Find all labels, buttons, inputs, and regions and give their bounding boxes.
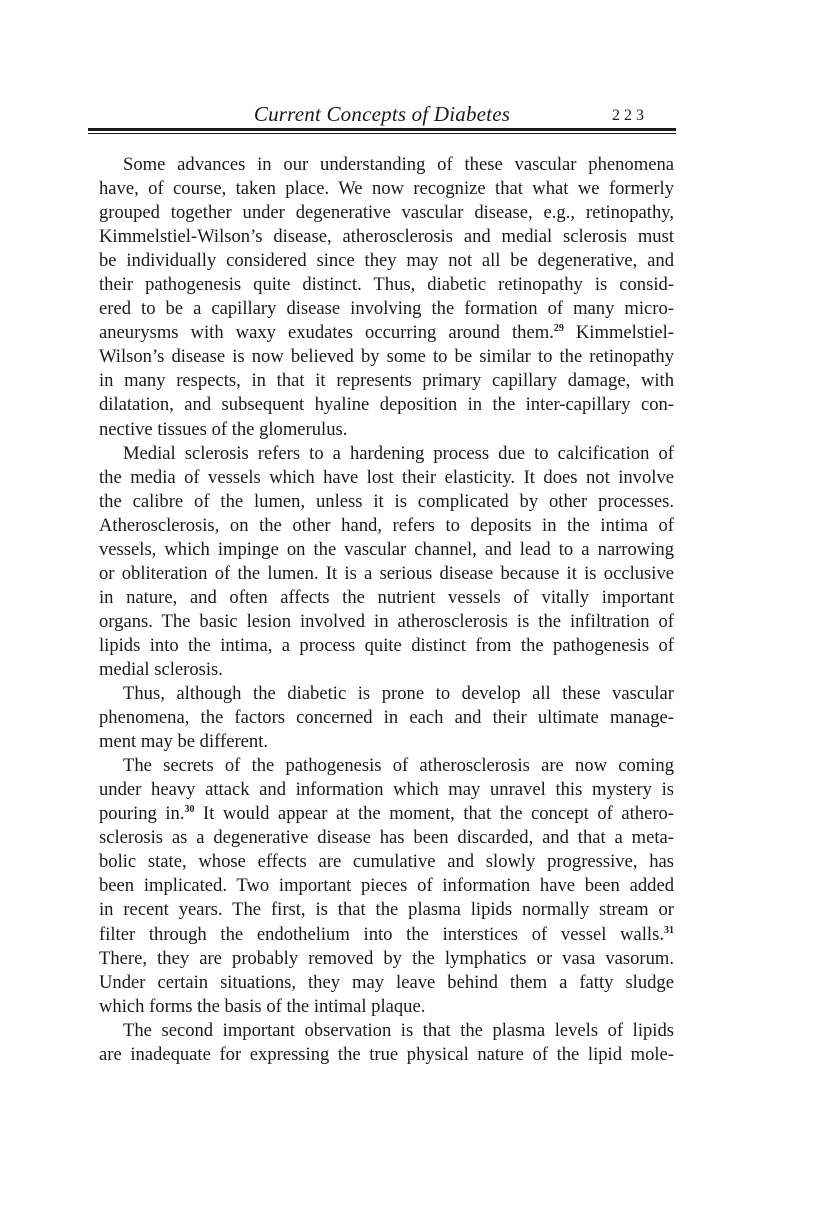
text-line: nective tissues of the glomerulus.: [99, 418, 348, 440]
body-text: [99, 153, 674, 1067]
text-line: been implicated. Two important pieces of information have been added: [99, 875, 674, 897]
text-line: The secrets of the pathogenesis of atherosclerosis are now coming: [123, 755, 674, 777]
text-line: There, they are probably removed by the lymphatics or vasa vasorum.: [99, 947, 674, 969]
footnote-reference: 29: [553, 323, 564, 335]
text-line: organs. The basic lesion involved in atherosclerosis is the infiltration of: [99, 610, 674, 632]
text-line: medial sclerosis.: [99, 658, 223, 680]
text-line: Medial sclerosis refers to a hardening process due to calcification of: [123, 442, 674, 464]
text-line: Thus, although the diabetic is prone to develop all these vascular: [123, 683, 674, 705]
text-line: which forms the basis of the intimal plaque.: [99, 995, 426, 1017]
header-rule-thick: [88, 128, 676, 131]
text-line: Under certain situations, they may leave behind them a fatty sludge: [99, 971, 674, 993]
text-line: be individually considered since they may not all be degenerative, and: [99, 250, 674, 272]
page-number: 223: [612, 107, 648, 124]
text-line: in recent years. The first, is that the plasma lipids normally stream or: [99, 899, 674, 921]
text-line: grouped together under degenerative vascular disease, e.g., retinopathy,: [99, 202, 674, 224]
text-line: lipids into the intima, a process quite distinct from the pathogenesis of: [99, 634, 674, 656]
text-line: their pathogenesis quite distinct. Thus, diabetic retinopathy is consid-: [99, 274, 674, 296]
footnote-reference: 31: [664, 924, 674, 936]
text-line: ered to be a capillary disease involving the formation of many micro-: [99, 298, 674, 320]
text-line: Atherosclerosis, on the other hand, refers to deposits in the intima of: [99, 514, 674, 536]
text-line: Some advances in our understanding of these vascular phenomena: [123, 154, 674, 175]
paragraph: [99, 682, 674, 754]
text-line: under heavy attack and information which may unravel this mystery is: [99, 779, 674, 801]
text-line: sclerosis as a degenerative disease has been discarded, and that a meta-: [99, 827, 674, 849]
text-line: filter through the endothelium into the interstices of vessel walls.$^{31}$: [99, 923, 674, 945]
text-line: pouring in.$^{30}$ It would appear at the moment, that the concept of athero-: [99, 803, 675, 825]
text-line: are inadequate for expressing the true physical nature of the lipid mole-: [99, 1043, 674, 1065]
text-line: bolic state, whose effects are cumulative and slowly progressive, has: [99, 851, 674, 873]
text-line: dilatation, and subsequent hyaline deposition in the inter-capillary con-: [99, 394, 674, 416]
footnote-reference: 30: [184, 804, 195, 816]
paragraph: [99, 153, 674, 442]
text-line: vessels, which impinge on the vascular channel, and lead to a narrowing: [99, 538, 674, 560]
running-title: Current Concepts of Diabetes: [253, 102, 511, 126]
text-line: aneurysms with waxy exudates occurring around them.$^{29}$ Kimmelstiel-: [99, 322, 674, 344]
text-line: Kimmelstiel-Wilson’s disease, atherosclerosis and medial sclerosis must: [99, 226, 674, 248]
text-line: or obliteration of the lumen. It is a serious disease because it is occlusive: [99, 562, 674, 584]
text-line: have, of course, taken place. We now recognize that what we formerly: [99, 178, 674, 200]
text-line: in many respects, in that it represents primary capillary damage, with: [99, 370, 674, 392]
paragraph: [99, 1019, 674, 1067]
text-line: the media of vessels which have lost their elasticity. It does not involve: [99, 466, 674, 488]
text-line: Wilson’s disease is now believed by some to be similar to the retinopathy: [99, 346, 674, 368]
paragraph: [99, 754, 674, 1019]
text-line: The second important observation is that the plasma levels of lipids: [123, 1019, 674, 1041]
text-line: phenomena, the factors concerned in each and their ultimate manage-: [99, 707, 674, 729]
header-rule-thin: [88, 133, 676, 134]
text-line: ment may be different.: [99, 731, 269, 753]
running-header: [88, 101, 676, 127]
paragraph: [99, 442, 674, 682]
text-line: the calibre of the lumen, unless it is complicated by other processes.: [99, 490, 674, 512]
text-line: in nature, and often affects the nutrient vessels of vitally important: [99, 586, 674, 608]
